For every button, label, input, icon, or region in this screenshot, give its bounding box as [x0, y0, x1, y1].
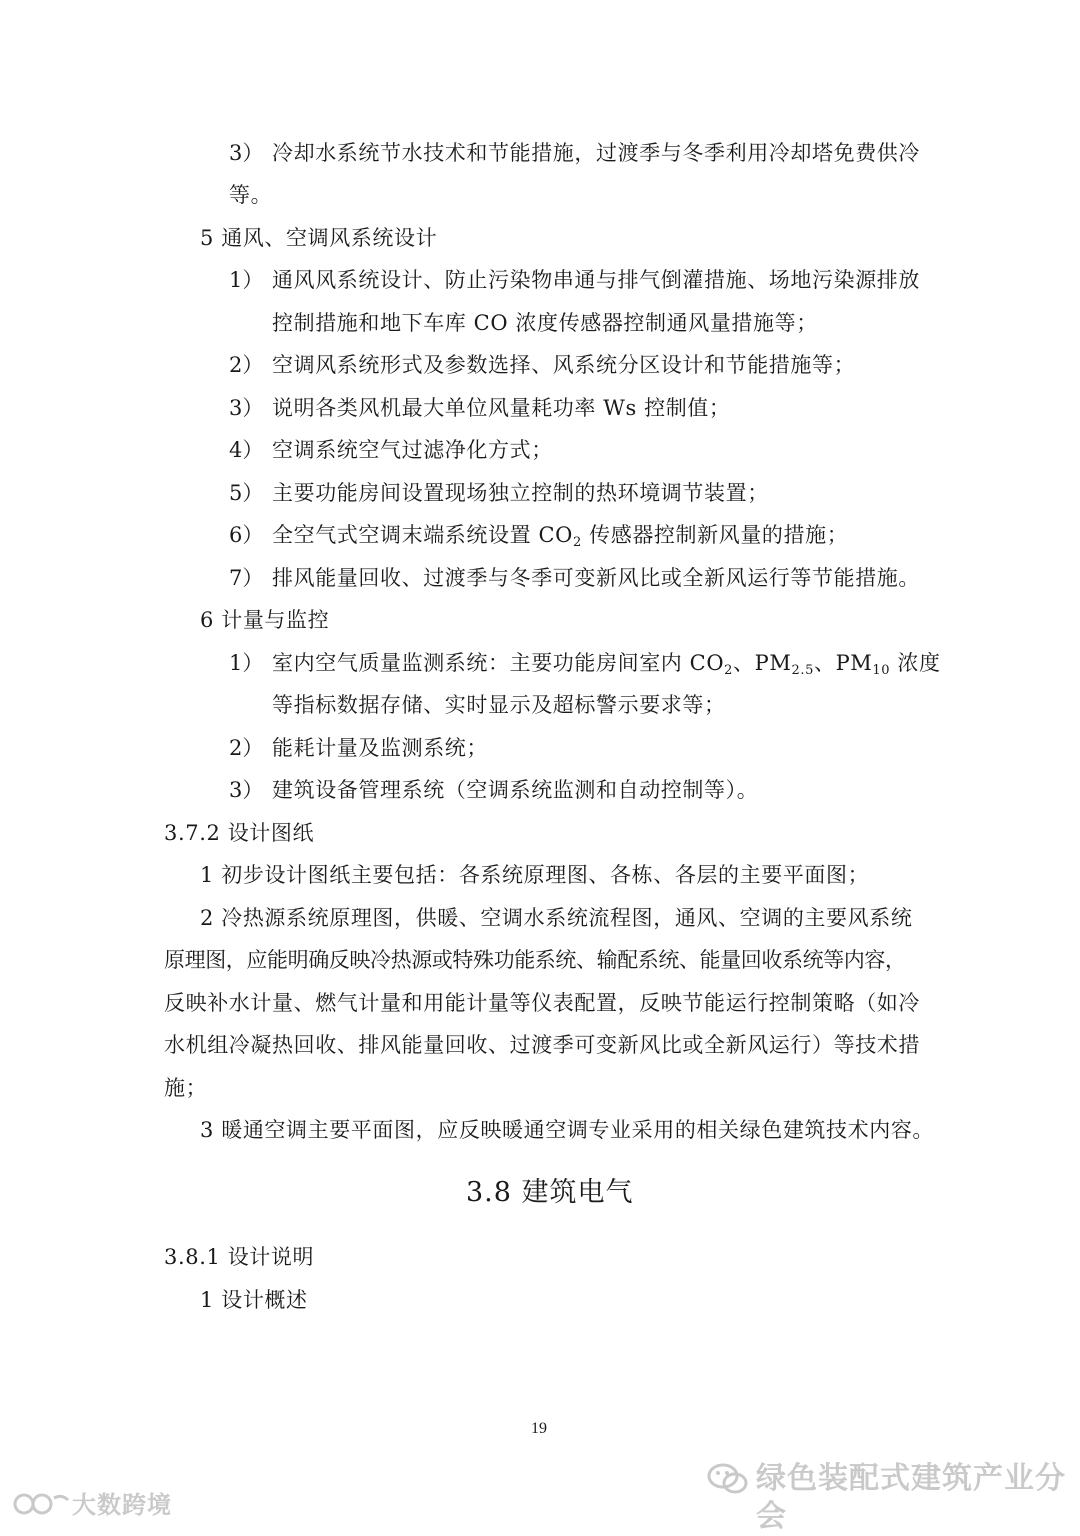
list-item-text: 说明各类风机最大单位风量耗功率 Ws 控制值； [272, 396, 731, 420]
paragraph-line: 水机组冷凝热回收、排风能量回收、过渡季可变新风比或全新风运行）等技术措 [164, 1033, 920, 1057]
list-number: 1） [229, 268, 264, 292]
logo-icon [12, 1490, 72, 1518]
list-number: 3） [229, 396, 264, 420]
list-number: 1） [229, 651, 264, 675]
watermark-left: 大数跨境 [72, 1491, 172, 1519]
page-number: 19 [531, 1420, 547, 1437]
section-heading-metering: 6 计量与监控 [200, 608, 330, 632]
subsection-heading: 3.8.1 设计说明 [164, 1245, 315, 1269]
list-item-text: 能耗计量及监测系统； [272, 736, 488, 760]
list-item-text: 排风能量回收、过渡季与冬季可变新风比或全新风运行等节能措施。 [272, 566, 920, 590]
list-item-text-cont: 等。 [229, 183, 273, 207]
section-title-electrical: 3.8 建筑电气 [466, 1177, 634, 1208]
list-item-text-cont: 等指标数据存储、实时显示及超标警示要求等； [272, 693, 726, 717]
watermark-right: 绿色装配式建筑产业分会 [756, 1461, 1066, 1534]
paragraph: 3 暖通空调主要平面图，应反映暖通空调专业采用的相关绿色建筑技术内容。 [200, 1118, 935, 1142]
list-number: 6） [229, 523, 264, 547]
paragraph: 1 初步设计图纸主要包括：各系统原理图、各栋、各层的主要平面图； [200, 863, 870, 887]
list-number: 2） [229, 353, 264, 377]
list-number: 3） [229, 778, 264, 802]
list-item-text: 空调风系统形式及参数选择、风系统分区设计和节能措施等； [272, 353, 856, 377]
paragraph-line: 施； [164, 1076, 208, 1100]
list-number: 4） [229, 438, 264, 462]
paragraph-line: 2 冷热源系统原理图，供暖、空调水系统流程图，通风、空调的主要风系统 [200, 906, 913, 930]
list-item-text-cont: 控制措施和地下车库 CO 浓度传感器控制通风量措施等； [272, 311, 818, 335]
paragraph-line: 原理图，应能明确反映冷热源或特殊功能系统、输配系统、能量回收系统等内容， [164, 948, 906, 972]
section-heading-ventilation: 5 通风、空调风系统设计 [200, 226, 438, 250]
list-number: 7） [229, 566, 264, 590]
list-item-text: 通风风系统设计、防止污染物串通与排气倒灌措施、场地污染源排放 [272, 268, 920, 292]
wechat-icon [706, 1462, 750, 1496]
paragraph-line: 反映补水计量、燃气计量和用能计量等仪表配置，反映节能运行控制策略（如冷 [164, 991, 920, 1015]
list-number: 2） [229, 736, 264, 760]
list-item-text: 建筑设备管理系统（空调系统监测和自动控制等）。 [272, 778, 759, 802]
list-number: 3） [229, 141, 264, 165]
list-number: 5） [229, 481, 264, 505]
list-item-text: 全空气式空调末端系统设置 $CO_2$ 传感器控制新风量的措施； [272, 523, 849, 550]
list-item-text: 室内空气质量监测系统：主要功能房间室内 $CO_2$、$PM_{2.5}$、$PM_{10}$ 浓度 [272, 651, 941, 678]
subsection-heading-drawings: 3.7.2 设计图纸 [164, 821, 315, 845]
list-item-text: 空调系统空气过滤净化方式； [272, 438, 553, 462]
paragraph: 1 设计概述 [200, 1288, 308, 1312]
list-item-text: 冷却水系统节水技术和节能措施，过渡季与冬季利用冷却塔免费供冷 [272, 141, 920, 165]
list-item-text: 主要功能房间设置现场独立控制的热环境调节装置； [272, 481, 769, 505]
